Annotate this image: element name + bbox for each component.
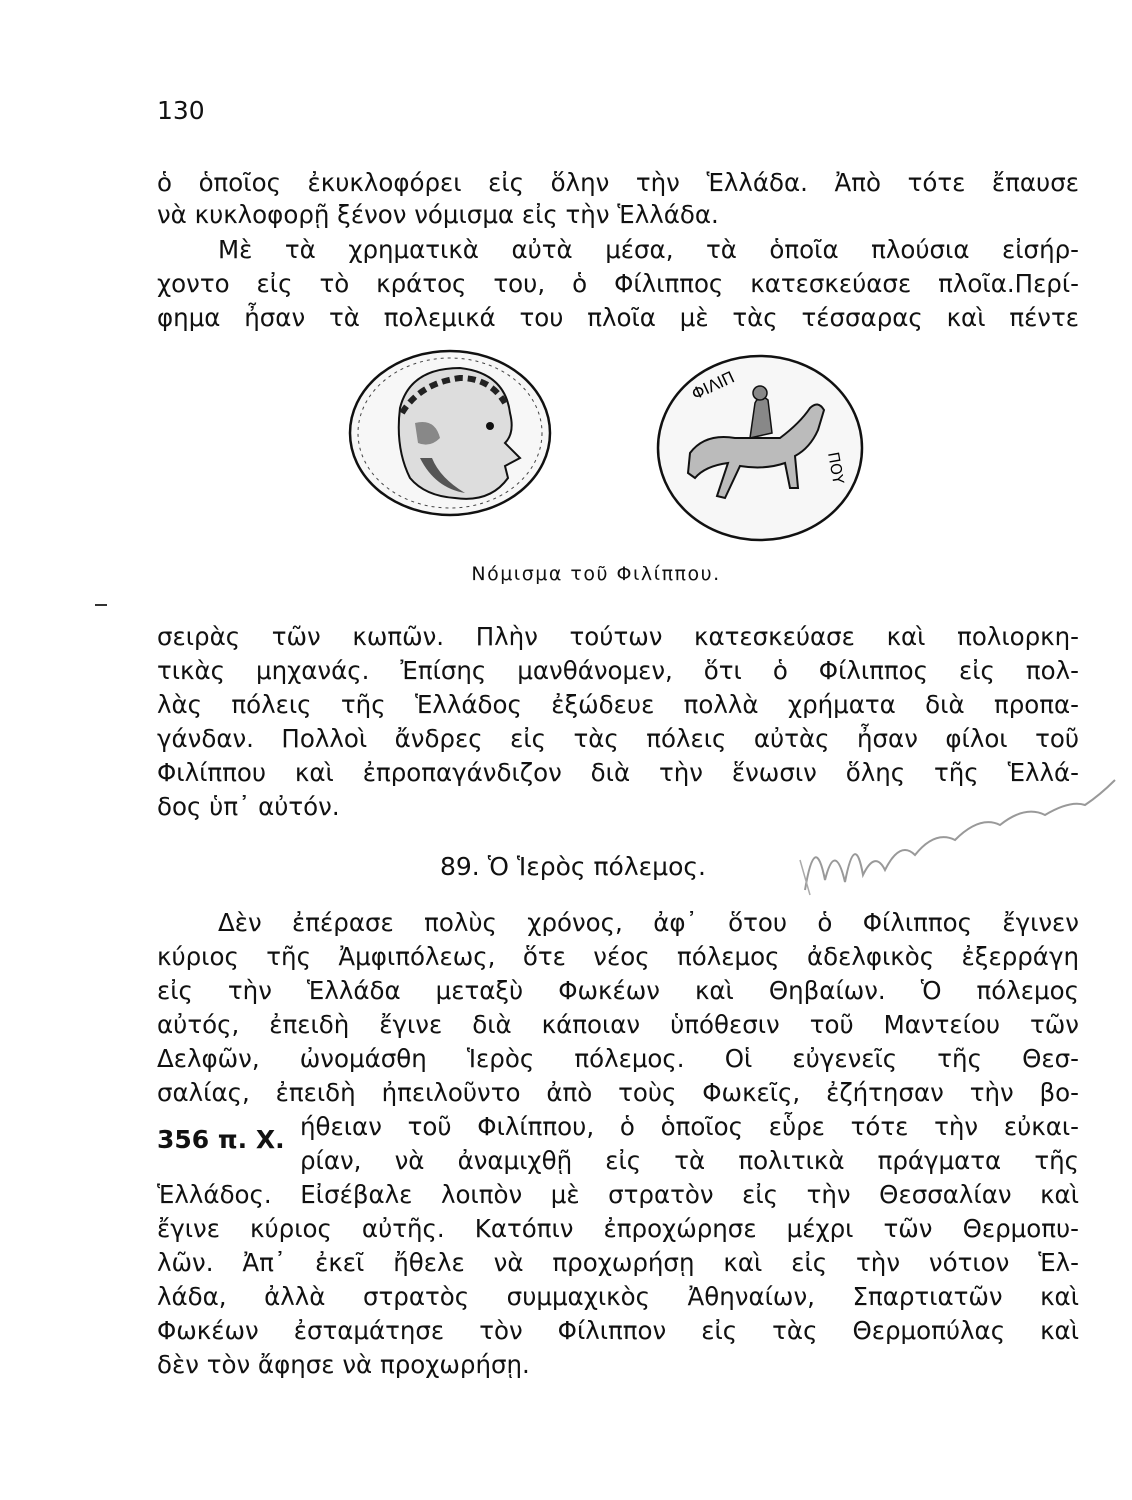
text-line: φημα ἦσαν τὰ πολεμικά του πλοῖα μὲ τὰς τέσσαρας καὶ πέντε: [157, 303, 1079, 332]
text-line: ἔγινε κύριος αὐτῆς. Κατόπιν ἐπροχώρησε μέχρι τῶν Θερμοπυ-: [157, 1214, 1079, 1243]
text-line: Φωκέων ἐσταμάτησε τὸν Φίλιππον εἰς τὰς Θερμοπύλας καὶ: [157, 1316, 1079, 1345]
text-line: λὰς πόλεις τῆς Ἑλλάδος ἐξώδευε πολλὰ χρήματα διὰ προπα-: [157, 690, 1079, 719]
text-line: χοντο εἰς τὸ κράτος του, ὁ Φίλιππος κατεσκεύασε πλοῖα.Περί-: [157, 269, 1079, 298]
text-line: εἰς τὴν Ἑλλάδα μεταξὺ Φωκέων καὶ Θηβαίων. Ὁ πόλεμος: [157, 976, 1079, 1005]
text-line: Ἑλλάδος. Εἰσέβαλε λοιπὸν μὲ στρατὸν εἰς τὴν Θεσσαλίαν καὶ: [157, 1180, 1079, 1209]
text-line: Φιλίππου καὶ ἐπροπαγάνδιζον διὰ τὴν ἕνωσιν ὅλης τῆς Ἑλλά-: [157, 758, 1079, 787]
figure-caption: [0, 563, 1132, 585]
section-heading: 89. Ὁ Ἱερὸς πόλεμος.: [440, 852, 706, 881]
text-line: κύριος τῆς Ἀμφιπόλεως, ὅτε νέος πόλεμος ἀδελφικὸς ἐξερράγη: [157, 942, 1079, 971]
text-line: νὰ κυκλοφορῇ ξένον νόμισμα εἰς τὴν Ἑλλάδα.: [157, 200, 719, 229]
text-line: ρίαν, νὰ ἀναμιχθῇ εἰς τὰ πολιτικὰ πράγματα τῆς: [300, 1146, 1079, 1175]
text-line: ήθειαν τοῦ Φιλίππου, ὁ ὁποῖος εὗρε τότε τὴν εὐκαι-: [300, 1112, 1079, 1141]
text-line: σειρὰς τῶν κωπῶν. Πλὴν τούτων κατεσκεύασε καὶ πολιορκη-: [157, 622, 1079, 651]
text-line: λάδα, ἀλλὰ στρατὸς συμμαχικὸς Ἀθηναίων, Σπαρτιατῶν καὶ: [157, 1282, 1079, 1311]
text-line: Δελφῶν, ὠνομάσθη Ἱερὸς πόλεμος. Οἱ εὐγενεῖς τῆς Θεσ-: [157, 1044, 1079, 1073]
text-line: σαλίας, ἐπειδὴ ἠπειλοῦντο ἀπὸ τοὺς Φωκεῖς, ἐζήτησαν τὴν βο-: [157, 1078, 1079, 1107]
margin-date: 356 π. Χ.: [157, 1125, 285, 1154]
text-line: τικὰς μηχανάς. Ἐπίσης μανθάνομεν, ὅτι ὁ Φίλιππος εἰς πολ-: [157, 656, 1079, 685]
text-line: γάνδαν. Πολλοὶ ἄνδρες εἰς τὰς πόλεις αὐτὰς ἦσαν φίλοι τοῦ: [157, 724, 1079, 753]
figure-caption-text: Νόμισμα τοῦ Φιλίππου.: [471, 563, 721, 585]
page-number: 130: [157, 96, 205, 125]
text-line: δὲν τὸν ἄφησε νὰ προχωρήσῃ.: [157, 1350, 530, 1379]
text-line: λῶν. Ἀπ᾿ ἐκεῖ ἤθελε νὰ προχωρήσῃ καὶ εἰς τὴν νότιον Ἑλ-: [157, 1248, 1079, 1277]
text-line: δος ὑπ᾿ αὐτόν.: [157, 792, 340, 821]
coin-inscription-side: ΠΟΥ: [824, 450, 848, 486]
coin-obverse-head: [350, 351, 550, 515]
margin-mark: [95, 604, 107, 606]
handwritten-scribble: [785, 770, 1125, 910]
text-line: Μὲ τὰ χρηματικὰ αὐτὰ μέσα, τὰ ὁποῖα πλούσια εἰσήρ-: [218, 235, 1079, 264]
text-line: Δὲν ἐπέρασε πολὺς χρόνος, ἀφ᾿ ὅτου ὁ Φίλιππος ἔγινεν: [218, 908, 1079, 937]
coin-illustration: [340, 338, 880, 548]
coin-inscription-top: ΦΙΛΙΠ: [688, 367, 738, 404]
text-line: ὁ ὁποῖος ἐκυκλοφόρει εἰς ὅλην τὴν Ἑλλάδα. Ἀπὸ τότε ἔπαυσε: [157, 168, 1079, 197]
coin-reverse-horseman: [658, 356, 862, 540]
text-line: αὐτός, ἐπειδὴ ἔγινε διὰ κάποιαν ὑπόθεσιν τοῦ Μαντείου τῶν: [157, 1010, 1079, 1039]
